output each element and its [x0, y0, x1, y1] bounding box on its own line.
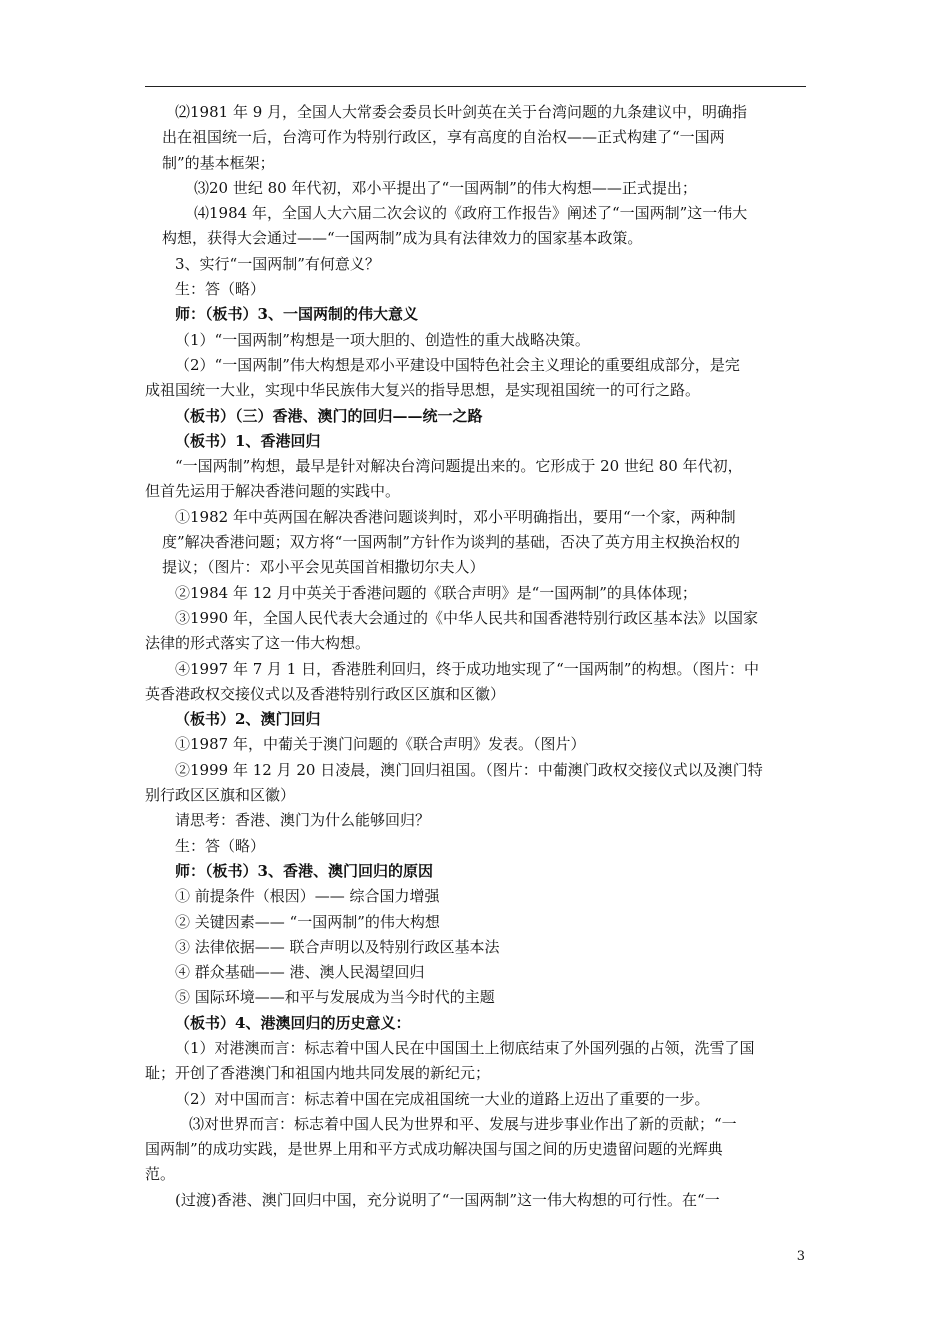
text-line-21: ③1990 年，全国人民代表大会通过的《中华人民共和国香港特别行政区基本法》以国家 — [175, 608, 758, 627]
header-rule — [145, 86, 806, 87]
text-line-22: 法律的形式落实了这一伟大构想。 — [145, 634, 371, 653]
text-line-11: （2）“一国两制”伟大构想是邓小平建设中国特色社会主义理论的重要组成部分，是完 — [175, 355, 740, 374]
section-heading: （板书）（三）香港、澳门的回归——统一之路 — [175, 406, 483, 425]
answer-line: 生：答（略） — [175, 836, 266, 855]
section-heading: （板书）1、香港回归 — [175, 431, 321, 450]
text-line-28: 别行政区区旗和区徽） — [145, 786, 296, 805]
list-item: ④ 群众基础—— 港、澳人民渴望回归 — [175, 963, 425, 982]
document-body — [145, 100, 806, 1213]
list-item: ⑤ 国际环境——和平与发展成为当今时代的主题 — [175, 988, 495, 1007]
text-line-26: ①1987 年，中葡关于澳门问题的《联合声明》发表。（图片） — [175, 735, 586, 754]
text-line-38: （1）对港澳而言：标志着中国人民在中国国土上彻底结束了外国列强的占领，洗雪了国 — [175, 1038, 755, 1057]
text-line-10: （1）“一国两制”构想是一项大胆的、创造性的重大战略决策。 — [175, 330, 590, 349]
text-line-15: “一国两制”构想，最早是针对解决台湾问题提出来的。它形成于 20 世纪 80 年代初， — [175, 457, 743, 476]
text-line-18: 度”解决香港问题；双方将“一国两制”方针作为谈判的基础，否决了英方用主权换治权的 — [162, 533, 741, 552]
text-line-1: ⑵1981 年 9 月，全国人大常委会委员长叶剑英在关于台湾问题的九条建议中，明确指 — [175, 103, 748, 121]
text-line-17: ①1982 年中英两国在解决香港问题谈判时，邓小平明确指出，要用“一个家，两种制 — [175, 507, 736, 526]
section-heading: （板书）4、港澳回归的历史意义： — [175, 1013, 411, 1032]
text-line-20: ②1984 年 12 月中英关于香港问题的《联合声明》是“一国两制”的具体体现； — [175, 583, 697, 602]
text-line-5: ⑷1984 年，全国人大六届二次会议的《政府工作报告》阐述了“一国两制”这一伟大 — [194, 204, 748, 223]
list-item: ① 前提条件（根因）—— 综合国力增强 — [175, 887, 440, 906]
text-line-23: ④1997 年 7 月 1 日，香港胜利回归，终于成功地实现了“一国两制”的构想。（图片：中 — [175, 659, 759, 678]
question-line: 请思考：香港、澳门为什么能够回归？ — [175, 811, 431, 830]
text-line-16: 但首先运用于解决香港问题的实践中。 — [145, 482, 401, 501]
text-line-39: 耻；开创了香港澳门和祖国内地共同发展的新纪元； — [145, 1064, 491, 1083]
text-line-19: 提议；（图片：邓小平会见英国首相撒切尔夫人） — [162, 558, 485, 577]
text-line-6: 构想，获得大会通过——“一国两制”成为具有法律效力的国家基本政策。 — [162, 229, 643, 248]
text-line-12: 成祖国统一大业，实现中华民族伟大复兴的指导思想，是实现祖国统一的可行之路。 — [145, 381, 701, 400]
section-heading: 师：（板书）3、香港、澳门回归的原因 — [175, 861, 433, 880]
text-line-24: 英香港政权交接仪式以及香港特别行政区区旗和区徽） — [145, 684, 506, 703]
list-item: ③ 法律依据—— 联合声明以及特别行政区基本法 — [175, 937, 500, 956]
section-heading: 师：（板书）3、一国两制的伟大意义 — [175, 305, 418, 324]
text-line-3: 制”的基本框架； — [162, 153, 275, 172]
question-line: 3、实行“一国两制”有何意义？ — [175, 254, 380, 273]
text-line-4: ⑶20 世纪 80 年代初，邓小平提出了“一国两制”的伟大构想——正式提出； — [194, 178, 697, 197]
answer-line: 生：答（略） — [175, 280, 266, 299]
text-line-2: 出在祖国统一后，台湾可作为特别行政区，享有高度的自治权——正式构建了“一国两 — [162, 128, 725, 147]
text-line-43: 范。 — [145, 1165, 176, 1184]
text-line-42: 国两制”的成功实践，是世界上用和平方式成功解决国与国之间的历史遗留问题的光辉典 — [145, 1140, 723, 1159]
text-line-27: ②1999 年 12 月 20 日凌晨，澳门回归祖国。（图片：中葡澳门政权交接仪式以及澳门特 — [175, 760, 763, 779]
text-line-41: ⑶对世界而言：标志着中国人民为世界和平、发展与进步事业作出了新的贡献；“一 — [189, 1114, 737, 1133]
section-heading: （板书）2、澳门回归 — [175, 710, 321, 729]
text-line-40: （2）对中国而言：标志着中国在完成祖国统一大业的道路上迈出了重要的一步。 — [175, 1089, 710, 1108]
page-number: 3 — [796, 1249, 805, 1264]
list-item: ② 关键因素—— “一国两制”的伟大构想 — [175, 912, 440, 931]
text-line-44: (过渡)香港、澳门回归中国，充分说明了“一国两制”这一伟大构想的可行性。在“一 — [175, 1190, 720, 1209]
